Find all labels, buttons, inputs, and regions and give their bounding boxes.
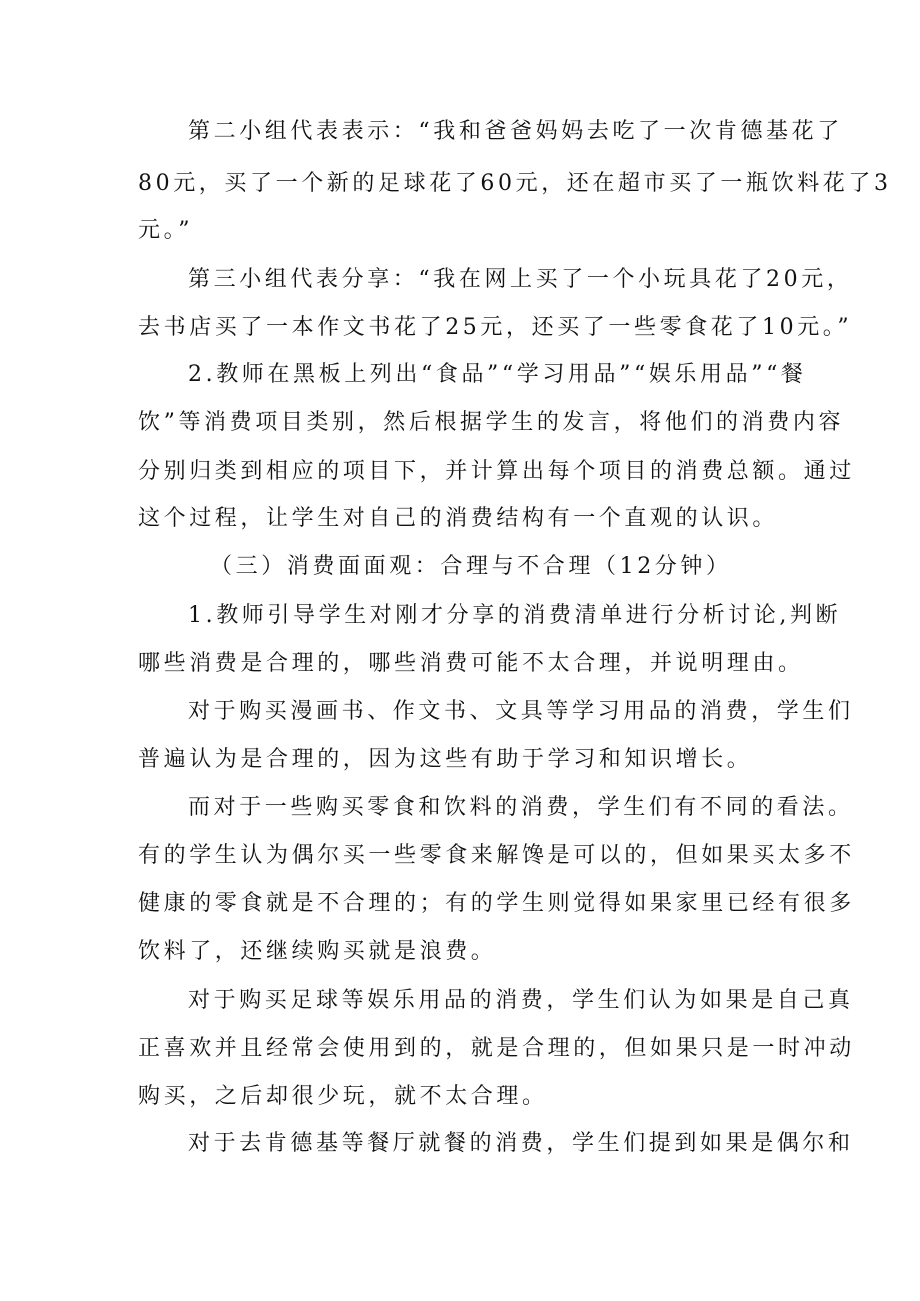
paragraph-line: 第二小组代表表示：“我和爸爸妈妈去吃了一次肯德基花了 xyxy=(188,119,843,144)
paragraph-line: 有的学生认为偶尔买一些零食来解馋是可以的，但如果买太多不 xyxy=(138,843,855,868)
paragraph-line: 80元，买了一个新的足球花了60元，还在超市买了一瓶饮料花了3 xyxy=(138,171,892,196)
section-heading: （三）消费面面观：合理与不合理（12分钟） xyxy=(210,554,732,579)
paragraph-line: 而对于一些购买零食和饮料的消费，学生们有不同的看法。 xyxy=(188,795,854,820)
paragraph-line: 2.教师在黑板上列出“食品”“学习用品”“娱乐用品”“餐 xyxy=(188,362,807,387)
paragraph-line: 对于去肯德基等餐厅就餐的消费，学生们提到如果是偶尔和 xyxy=(188,1131,854,1156)
paragraph-line: 哪些消费是合理的，哪些消费可能不太合理，并说明理由。 xyxy=(138,651,804,676)
paragraph-line: 这个过程，让学生对自己的消费结构有一个直观的认识。 xyxy=(138,506,779,531)
paragraph-line: 元。” xyxy=(138,218,194,243)
paragraph-line: 对于购买漫画书、作文书、文具等学习用品的消费，学生们 xyxy=(188,699,854,724)
paragraph-line: 分别归类到相应的项目下，并计算出每个项目的消费总额。通过 xyxy=(138,459,855,484)
paragraph-line: 饮料了，还继续购买就是浪费。 xyxy=(138,939,497,964)
paragraph-line: 正喜欢并且经常会使用到的，就是合理的，但如果只是一时冲动 xyxy=(138,1036,855,1061)
paragraph-line: 1.教师引导学生对刚才分享的消费清单进行分析讨论,判断 xyxy=(188,603,842,628)
paragraph-line: 饮”等消费项目类别，然后根据学生的发言，将他们的消费内容 xyxy=(138,410,845,435)
paragraph-line: 健康的零食就是不合理的；有的学生则觉得如果家里已经有很多 xyxy=(138,891,855,916)
paragraph-line: 去书店买了一本作文书花了25元，还买了一些零食花了10元。” xyxy=(138,315,853,340)
paragraph-line: 购买，之后却很少玩，就不太合理。 xyxy=(138,1084,548,1109)
paragraph-line: 第三小组代表分享：“我在网上买了一个小玩具花了20元， xyxy=(188,267,853,292)
paragraph-line: 普遍认为是合理的，因为这些有助于学习和知识增长。 xyxy=(138,747,753,772)
paragraph-line: 对于购买足球等娱乐用品的消费，学生们认为如果是自己真 xyxy=(188,988,854,1013)
